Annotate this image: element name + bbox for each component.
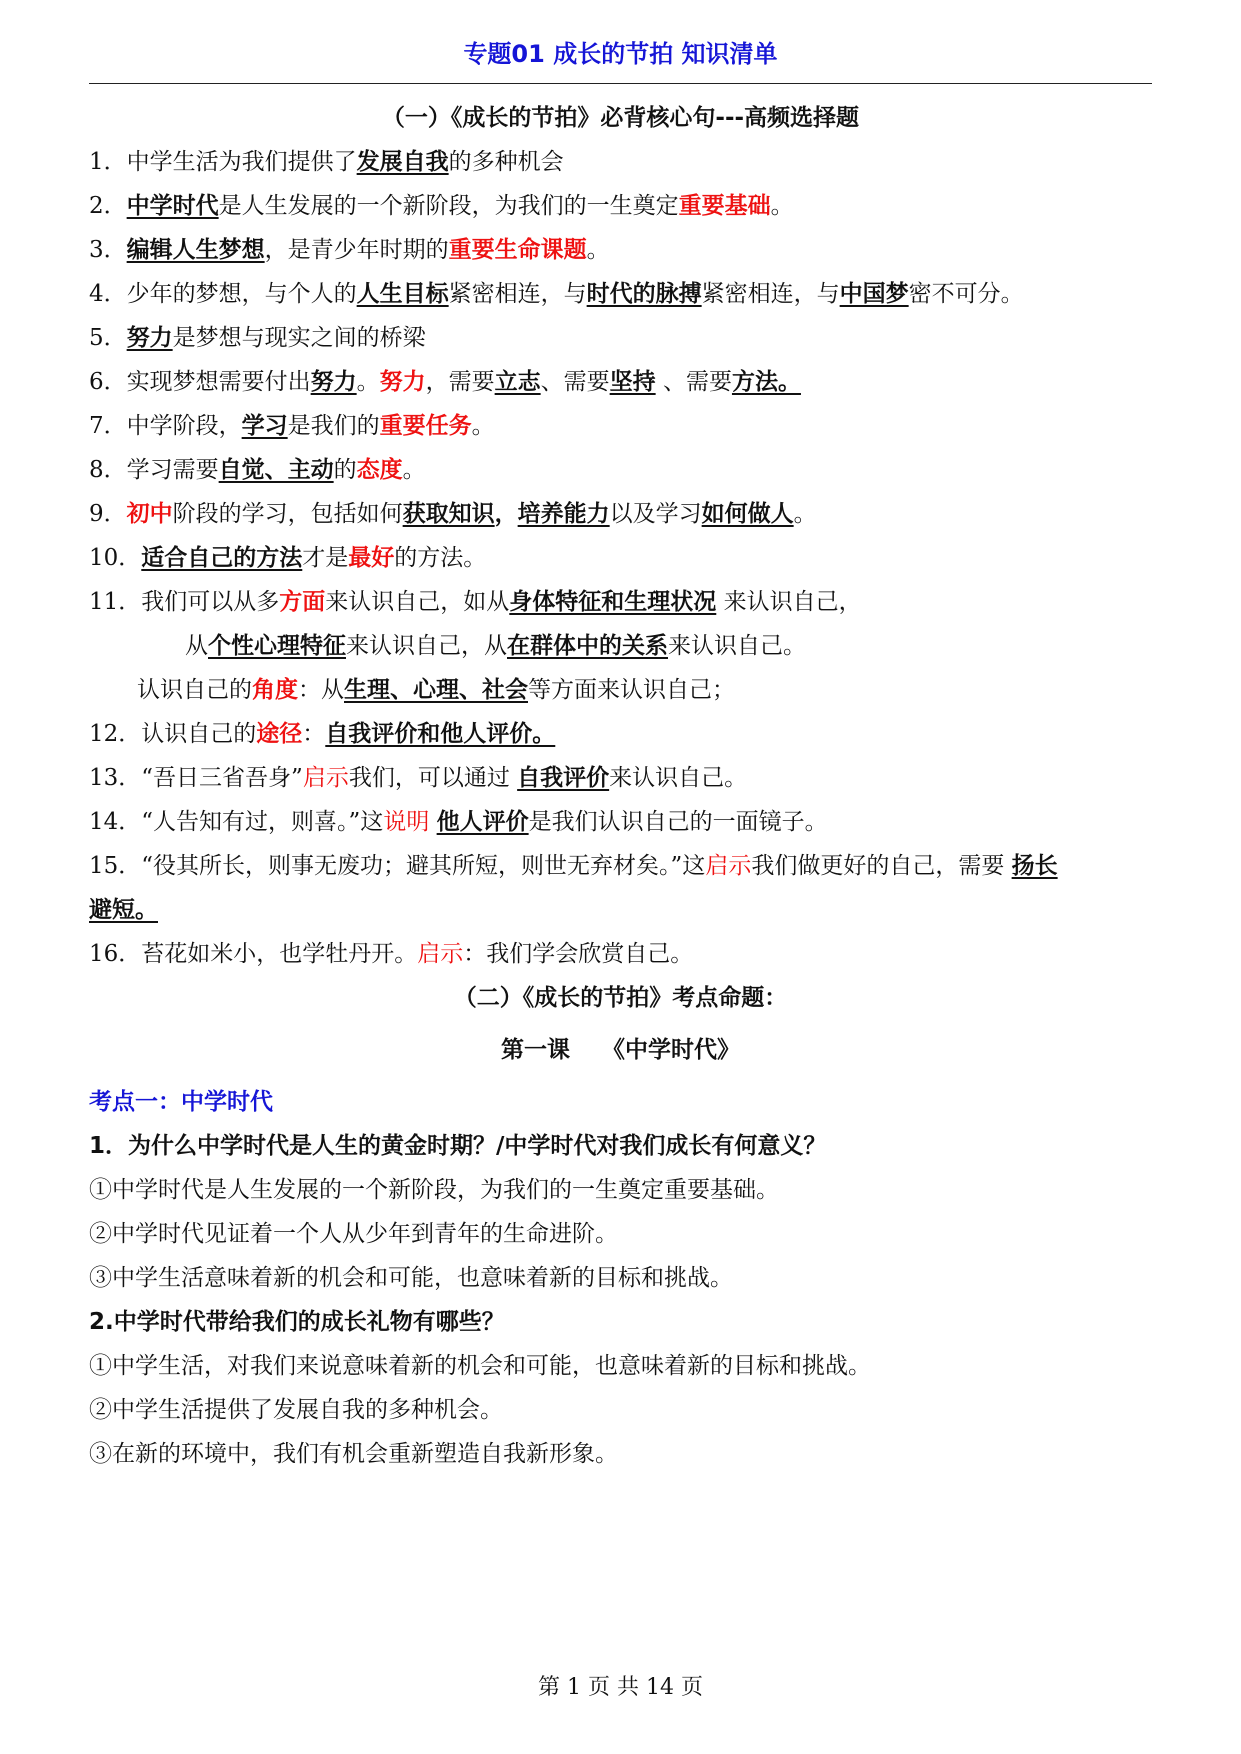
- item-2: 2．中学时代是人生发展的一个新阶段，为我们的一生奠定重要基础。: [89, 193, 794, 219]
- item-7: 7．中学阶段，学习是我们的重要任务。: [89, 413, 495, 439]
- item-1: 1．中学生活为我们提供了发展自我的多种机会: [89, 149, 564, 175]
- page-footer: 第 1 页 共 14 页: [538, 1675, 703, 1700]
- item-6: 6．实现梦想需要付出努力。努力，需要立志、需要坚持 、需要方法。: [89, 369, 801, 395]
- question-1-point-3: ③中学生活意味着新的机会和可能，也意味着新的目标和挑战。: [89, 1265, 733, 1291]
- item-9: 9．初中阶段的学习，包括如何获取知识，培养能力以及学习如何做人。: [89, 501, 817, 527]
- item-11-line-3: 认识自己的角度：从生理、心理、社会等方面来认识自己；: [137, 677, 735, 703]
- item-16: 16．苔花如米小，也学牡丹开。启示：我们学会欣赏自己。: [89, 941, 694, 967]
- question-2-point-1: ①中学生活，对我们来说意味着新的机会和可能，也意味着新的目标和挑战。: [89, 1353, 871, 1379]
- question-2-point-2: ②中学生活提供了发展自我的多种机会。: [89, 1397, 503, 1423]
- question-2-point-3: ③在新的环境中，我们有机会重新塑造自我新形象。: [89, 1441, 618, 1467]
- item-4: 4．少年的梦想，与个人的人生目标紧密相连，与时代的脉搏紧密相连，与中国梦密不可分。: [89, 281, 1024, 307]
- item-13: 13．“吾日三省吾身”启示我们，可以通过 自我评价来认识自己。: [89, 765, 748, 791]
- section1-heading: （一）《成长的节拍》必背核心句---高频选择题: [381, 105, 860, 131]
- item-11: 11．我们可以从多方面来认识自己，如从身体特征和生理状况 来认识自己，: [89, 589, 862, 615]
- section2-heading: （二）《成长的节拍》考点命题：: [453, 985, 788, 1011]
- question-1-point-1: ①中学时代是人生发展的一个新阶段，为我们的一生奠定重要基础。: [89, 1177, 779, 1203]
- lesson-heading: 第一课 《中学时代》: [500, 1037, 741, 1063]
- item-15-continued: 避短。: [89, 897, 158, 923]
- item-11-line-2: 从个性心理特征来认识自己，从在群体中的关系来认识自己。: [185, 633, 806, 659]
- item-3: 3．编辑人生梦想，是青少年时期的重要生命课题。: [89, 237, 610, 263]
- item-5: 5．努力是梦想与现实之间的桥梁: [89, 325, 426, 351]
- item-10: 10．适合自己的方法才是最好的方法。: [89, 545, 487, 571]
- question-1-title: 1．为什么中学时代是人生的黄金时期？/中学时代对我们成长有何意义？: [89, 1133, 827, 1159]
- question-2-title: 2.中学时代带给我们的成长礼物有哪些？: [89, 1309, 505, 1335]
- kaodian-1-label: 考点一：中学时代: [89, 1089, 273, 1115]
- title-divider: [89, 83, 1152, 84]
- item-12: 12．认识自己的途径：自我评价和他人评价。: [89, 721, 556, 747]
- document-title: 专题01 成长的节拍 知识清单: [463, 40, 778, 68]
- question-1-point-2: ②中学时代见证着一个人从少年到青年的生命进阶。: [89, 1221, 618, 1247]
- item-8: 8．学习需要自觉、主动的态度。: [89, 457, 426, 483]
- item-15: 15．“役其所长，则事无废功；避其所短，则世无弃材矣。”这启示我们做更好的自己，需要 扬长: [89, 853, 1058, 879]
- item-14: 14．“人告知有过，则喜。”这说明 他人评价是我们认识自己的一面镜子。: [89, 809, 828, 835]
